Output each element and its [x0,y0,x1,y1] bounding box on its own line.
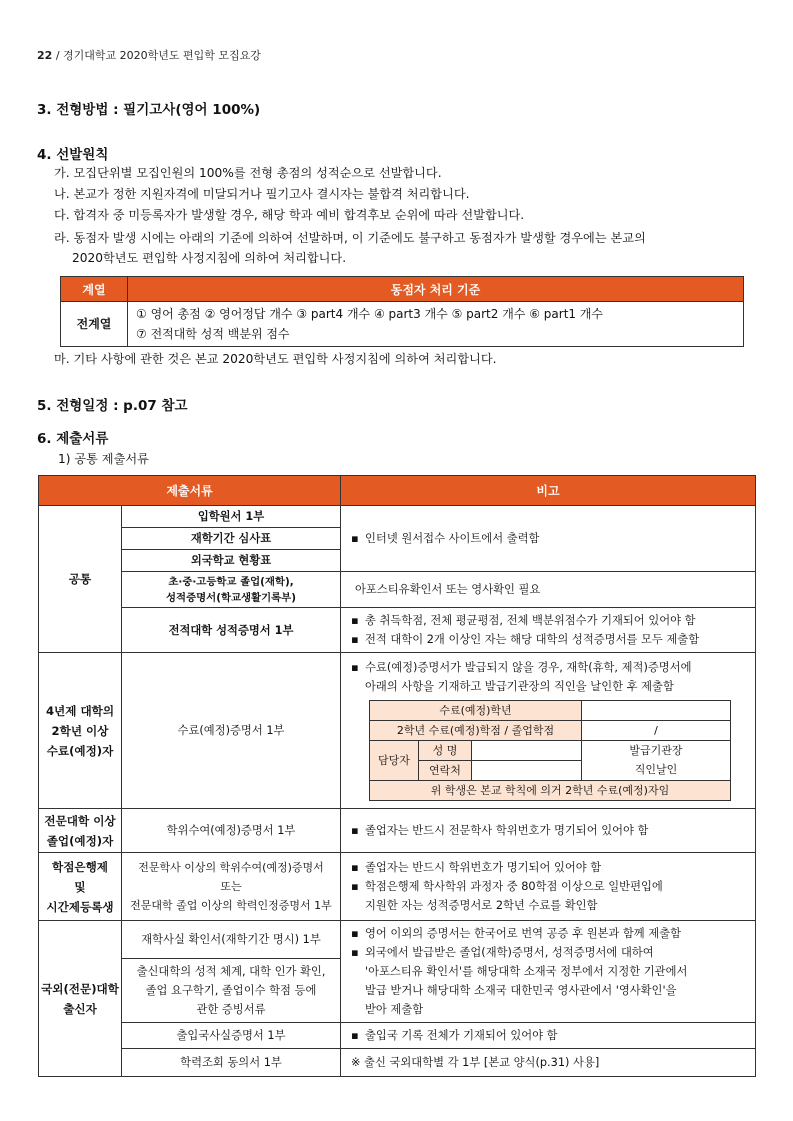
doc-immigration-record: 출입국사실증명서 1부 [122,1023,341,1049]
form-credits-value: / [582,720,731,740]
doc-line: 또는 [220,880,242,893]
square-bullet-icon: ▪ [351,861,359,874]
cat-line: 2학년 이상 [51,723,109,738]
note-text: 아래의 사항을 기재하고 발급기관장의 직인을 날인한 후 제출함 [365,679,674,693]
cat-four-year [39,653,122,809]
note-text: 발급 받거나 해당대학 소재국 대한민국 영사관에서 '영사확인'을 [365,984,677,997]
section4-item-na: 나. 본교가 정한 지원자격에 미달되거나 필기고사 결시자는 불합격 처리합니다. [54,187,470,201]
required-documents-table [38,475,756,1077]
form-contact-label: 연락처 [419,760,472,780]
note-text: '아포스티유 확인서'를 해당대학 소재국 정부에서 지정한 기관에서 [365,965,688,978]
criteria-line1: ① 영어 총점 ② 영어정답 개수 ③ part4 개수 ④ part3 개수 ⑤ part2 개수 ⑥ part1 개수 [136,307,604,321]
docs-header-documents: 제출서류 [39,476,341,506]
section4-item-ma: 마. 기타 사항에 관한 것은 본교 2020학년도 편입학 사정지침에 의하여 처리합니다. [54,352,497,366]
doc-line: 전문학사 이상의 학위수여(예정)증명서 [138,861,324,874]
table-row [351,529,747,548]
section4-item-ga: 가. 모집단위별 모집인원의 100%를 전형 총점의 성적순으로 선발합니다. [54,166,442,180]
note-text: 받아 제출함 [365,1003,424,1016]
note-text: 졸업자는 반드시 전문학사 학위번호가 명기되어 있어야 함 [365,824,649,837]
section4-item-da: 다. 합격자 중 미등록자가 발생할 경우, 해당 학과 예비 합격후보 순위에 따라 선발합니다. [54,208,525,222]
cat-junior-college [39,809,122,853]
note-junior [341,809,756,853]
criteria-col-track: 계열 [61,277,128,302]
table-row [351,630,747,649]
square-bullet-icon: ▪ [351,1029,359,1042]
square-bullet-icon: ▪ [351,633,359,646]
note-text: 전적 대학이 2개 이상인 자는 해당 대학의 성적증명서를 모두 제출함 [365,633,700,646]
criteria-line2: ⑦ 전적대학 성적 백분위 점수 [136,327,290,341]
table-row [351,924,747,943]
square-bullet-icon: ▪ [351,660,359,674]
note-print-online [341,506,756,572]
doc-foreign-school: 외국학교 현황표 [122,550,341,572]
note-text: 학점은행제 학사학위 과정자 중 80학점 이상으로 일반편입에 [365,880,663,893]
note-text: 졸업자는 반드시 학위번호가 명기되어 있어야 함 [365,861,602,874]
square-bullet-icon: ▪ [351,614,359,627]
square-bullet-icon: ▪ [351,946,359,959]
doc-line: 초·중·고등학교 졸업(재학), [168,575,294,588]
square-bullet-icon: ▪ [351,532,359,545]
page-number: 22 [37,49,53,62]
note-transcript [341,608,756,653]
cat-foreign [39,921,122,1077]
cat-line: 전문대학 이상 [44,813,116,828]
form-grade-value [582,700,731,720]
section6-title: 6. 제출서류 [37,431,109,447]
doc-university-evidence [122,959,341,1023]
header-title: 경기대학교 2020학년도 편입학 모집요강 [63,49,261,62]
doc-school-certificates [122,572,341,608]
note-apostille: 아포스티유확인서 또는 영사확인 필요 [341,572,756,608]
tiebreak-criteria-table [60,276,744,347]
note-text: 인터넷 원서접수 사이트에서 출력함 [365,532,540,545]
doc-enrollment-confirm: 재학사실 확인서(재학기간 명시) 1부 [122,921,341,959]
docs-header-note: 비고 [341,476,756,506]
note-text: 수료(예정)증명서가 발급되지 않을 경우, 재학(휴학, 제적)증명서에 [365,660,692,674]
form-grade-label: 수료(예정)학년 [370,700,582,720]
form-footer: 위 학생은 본교 학칙에 의거 2학년 수료(예정)자임 [370,780,731,800]
doc-line: 관한 증빙서류 [196,1003,266,1016]
table-row [351,858,747,877]
note-text: 출입국 기록 전체가 기재되어 있어야 함 [365,1029,558,1042]
criteria-col-rule: 동점자 처리 기준 [128,277,744,302]
note-immigration [341,1023,756,1049]
square-bullet-icon: ▪ [351,880,359,893]
doc-completion-cert: 수료(예정)증명서 1부 [122,653,341,809]
section3-title: 3. 전형방법 : 필기고사(영어 100%) [37,102,261,118]
section6-subtitle: 1) 공통 제출서류 [58,452,149,466]
section5-title: 5. 전형일정 : p.07 참고 [37,398,188,414]
cat-line: 출신자 [63,1001,97,1016]
table-row [351,877,747,896]
criteria-rules [128,302,744,347]
table-row [351,658,747,677]
cat-common: 공통 [39,506,122,653]
cat-line: 졸업(예정)자 [46,833,114,848]
section4-item-ra: 라. 동점자 발생 시에는 아래의 기준에 의하여 선발하며, 이 기준에도 불구하고 동점자가 발생할 경우에는 본교의 [54,231,646,245]
note-foreign-translation [341,921,756,1023]
form-officer-label: 담당자 [370,740,419,780]
table-row [351,1026,747,1045]
doc-credit-bank-cert [122,853,341,921]
doc-verification-consent: 학력조회 동의서 1부 [122,1049,341,1077]
square-bullet-icon: ▪ [351,824,359,837]
cat-line: 4년제 대학의 [45,703,115,718]
cat-line: 시간제등록생 [46,899,114,914]
doc-previous-transcript: 전적대학 성적증명서 1부 [122,608,341,653]
completion-form-table [369,700,731,801]
table-row [351,943,747,962]
section4-item-ra-cont: 2020학년도 편입학 사정지침에 의하여 처리합니다. [72,251,347,265]
header-separator: / [55,49,60,62]
doc-degree-cert: 학위수여(예정)증명서 1부 [122,809,341,853]
section4-title: 4. 선발원칙 [37,147,109,163]
note-text: 총 취득학점, 전체 평균평점, 전체 백분위점수가 기재되어 있어야 함 [365,614,696,627]
cat-line: 학점은행제 [52,859,108,874]
doc-line: 전문대학 졸업 이상의 학력인정증명서 1부 [130,899,332,912]
doc-line: 출신대학의 성적 체계, 대학 인가 확인, [136,965,326,978]
note-credit-bank [341,853,756,921]
doc-line: 졸업 요구학기, 졸업이수 학점 등에 [145,984,317,997]
seal-line: 직인날인 [634,763,678,776]
square-bullet-icon: ▪ [351,927,359,940]
seal-line: 발급기관장 [629,744,683,757]
note-text: 영어 이외의 증명서는 한국어로 번역 공증 후 원본과 함께 제출함 [365,927,682,940]
form-seal [582,740,731,780]
form-name-label: 성 명 [419,740,472,760]
note-text: 지원한 자는 성적증명서로 2학년 수료를 확인함 [365,899,598,912]
table-row [351,611,747,630]
note-consent: ※ 출신 국외대학별 각 1부 [본교 양식(p.31) 사용] [341,1049,756,1077]
doc-line: 성적증명서(학교생활기록부) [166,591,296,604]
criteria-row-label: 전계열 [61,302,128,347]
note-completion [341,653,756,809]
cat-line: 및 [74,879,86,894]
table-row [351,821,747,840]
cat-line: 수료(예정)자 [46,743,114,758]
form-credits-label: 2학년 수료(예정)학점 / 졸업학점 [370,720,582,740]
doc-enrollment-review: 재학기간 심사표 [122,528,341,550]
page-header [37,47,261,63]
form-name-value [472,740,582,760]
cat-line: 국외(전문)대학 [41,981,119,996]
note-text: 외국에서 발급받은 졸업(재학)증명서, 성적증명서에 대하여 [365,946,654,959]
cat-credit-bank [39,853,122,921]
form-contact-value [472,760,582,780]
doc-application-form: 입학원서 1부 [122,506,341,528]
